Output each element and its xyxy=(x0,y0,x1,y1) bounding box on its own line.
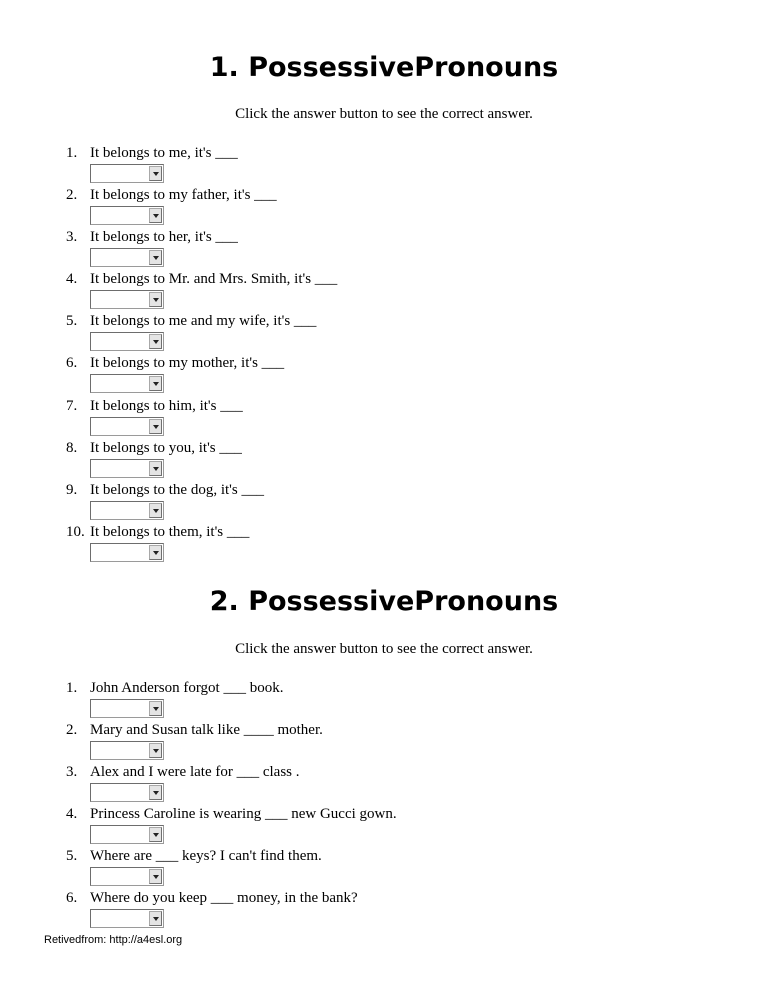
question-text: It belongs to you, it's ___ xyxy=(90,440,242,456)
answer-dropdown[interactable] xyxy=(90,164,164,183)
chevron-down-icon[interactable] xyxy=(149,701,162,716)
question-text: Where are ___ keys? I can't find them. xyxy=(90,848,322,864)
question-number: 6. xyxy=(66,890,78,906)
answer-dropdown[interactable] xyxy=(90,825,164,844)
section-1-question-3 xyxy=(0,228,700,270)
section-1-question-1 xyxy=(0,144,700,186)
question-text: It belongs to them, it's ___ xyxy=(90,524,250,540)
source-footer: Retivedfrom: http://a4esl.org xyxy=(44,934,183,946)
question-text: It belongs to me and my wife, it's ___ xyxy=(90,313,317,329)
chevron-down-icon[interactable] xyxy=(149,419,162,434)
answer-dropdown[interactable] xyxy=(90,417,164,436)
question-number: 8. xyxy=(66,440,78,456)
question-text: It belongs to Mr. and Mrs. Smith, it's ___ xyxy=(90,271,338,287)
question-number: 4. xyxy=(66,271,78,287)
chevron-down-icon[interactable] xyxy=(149,785,162,800)
chevron-down-icon[interactable] xyxy=(149,166,162,181)
question-text: Alex and I were late for ___ class . xyxy=(90,764,300,780)
chevron-down-icon[interactable] xyxy=(149,545,162,560)
question-number: 4. xyxy=(66,806,78,822)
question-text: It belongs to my mother, it's ___ xyxy=(90,355,285,371)
chevron-down-icon[interactable] xyxy=(149,503,162,518)
question-number: 7. xyxy=(66,398,78,414)
answer-dropdown[interactable] xyxy=(90,248,164,267)
chevron-down-icon[interactable] xyxy=(149,461,162,476)
answer-dropdown[interactable] xyxy=(90,332,164,351)
question-text: Princess Caroline is wearing ___ new Gucci gown. xyxy=(90,806,397,822)
section-2-question-3 xyxy=(0,763,700,805)
chevron-down-icon[interactable] xyxy=(149,827,162,842)
question-number: 1. xyxy=(66,145,78,161)
question-number: 5. xyxy=(66,313,78,329)
chevron-down-icon[interactable] xyxy=(149,208,162,223)
section-2-question-2 xyxy=(0,721,700,763)
section-1-instructions: Click the answer button to see the correct answer. xyxy=(235,106,533,122)
chevron-down-icon[interactable] xyxy=(149,743,162,758)
section-2-question-4 xyxy=(0,805,700,847)
section-2-question-1 xyxy=(0,679,700,721)
answer-dropdown[interactable] xyxy=(90,783,164,802)
question-text: Mary and Susan talk like ____ mother. xyxy=(90,722,323,738)
section-2-question-6 xyxy=(0,889,700,931)
question-text: It belongs to me, it's ___ xyxy=(90,145,238,161)
question-number: 2. xyxy=(66,187,78,203)
answer-dropdown[interactable] xyxy=(90,741,164,760)
question-text: It belongs to him, it's ___ xyxy=(90,398,243,414)
chevron-down-icon[interactable] xyxy=(149,250,162,265)
section-1-question-10 xyxy=(0,523,700,565)
question-number: 2. xyxy=(66,722,78,738)
chevron-down-icon[interactable] xyxy=(149,911,162,926)
question-text: Where do you keep ___ money, in the bank? xyxy=(90,890,358,906)
answer-dropdown[interactable] xyxy=(90,459,164,478)
chevron-down-icon[interactable] xyxy=(149,292,162,307)
chevron-down-icon[interactable] xyxy=(149,334,162,349)
question-number: 6. xyxy=(66,355,78,371)
answer-dropdown[interactable] xyxy=(90,206,164,225)
answer-dropdown[interactable] xyxy=(90,501,164,520)
section-1-question-8 xyxy=(0,439,700,481)
question-number: 10. xyxy=(66,524,85,540)
question-number: 3. xyxy=(66,229,78,245)
section-2-title: 2. PossessivePronouns xyxy=(209,586,559,617)
section-1-question-5 xyxy=(0,312,700,354)
chevron-down-icon[interactable] xyxy=(149,869,162,884)
question-text: It belongs to her, it's ___ xyxy=(90,229,238,245)
section-1-question-2 xyxy=(0,186,700,228)
section-2-instructions: Click the answer button to see the correct answer. xyxy=(235,641,533,657)
answer-dropdown[interactable] xyxy=(90,374,164,393)
question-number: 9. xyxy=(66,482,78,498)
answer-dropdown[interactable] xyxy=(90,543,164,562)
question-text: It belongs to my father, it's ___ xyxy=(90,187,277,203)
section-1-title: 1. PossessivePronouns xyxy=(209,52,559,83)
question-number: 3. xyxy=(66,764,78,780)
question-number: 5. xyxy=(66,848,78,864)
question-text: John Anderson forgot ___ book. xyxy=(90,680,284,696)
question-text: It belongs to the dog, it's ___ xyxy=(90,482,264,498)
answer-dropdown[interactable] xyxy=(90,909,164,928)
answer-dropdown[interactable] xyxy=(90,699,164,718)
chevron-down-icon[interactable] xyxy=(149,376,162,391)
section-2-question-5 xyxy=(0,847,700,889)
section-1-question-9 xyxy=(0,481,700,523)
section-1-question-7 xyxy=(0,397,700,439)
section-1-question-4 xyxy=(0,270,700,312)
answer-dropdown[interactable] xyxy=(90,290,164,309)
question-number: 1. xyxy=(66,680,78,696)
answer-dropdown[interactable] xyxy=(90,867,164,886)
section-1-question-6 xyxy=(0,354,700,396)
